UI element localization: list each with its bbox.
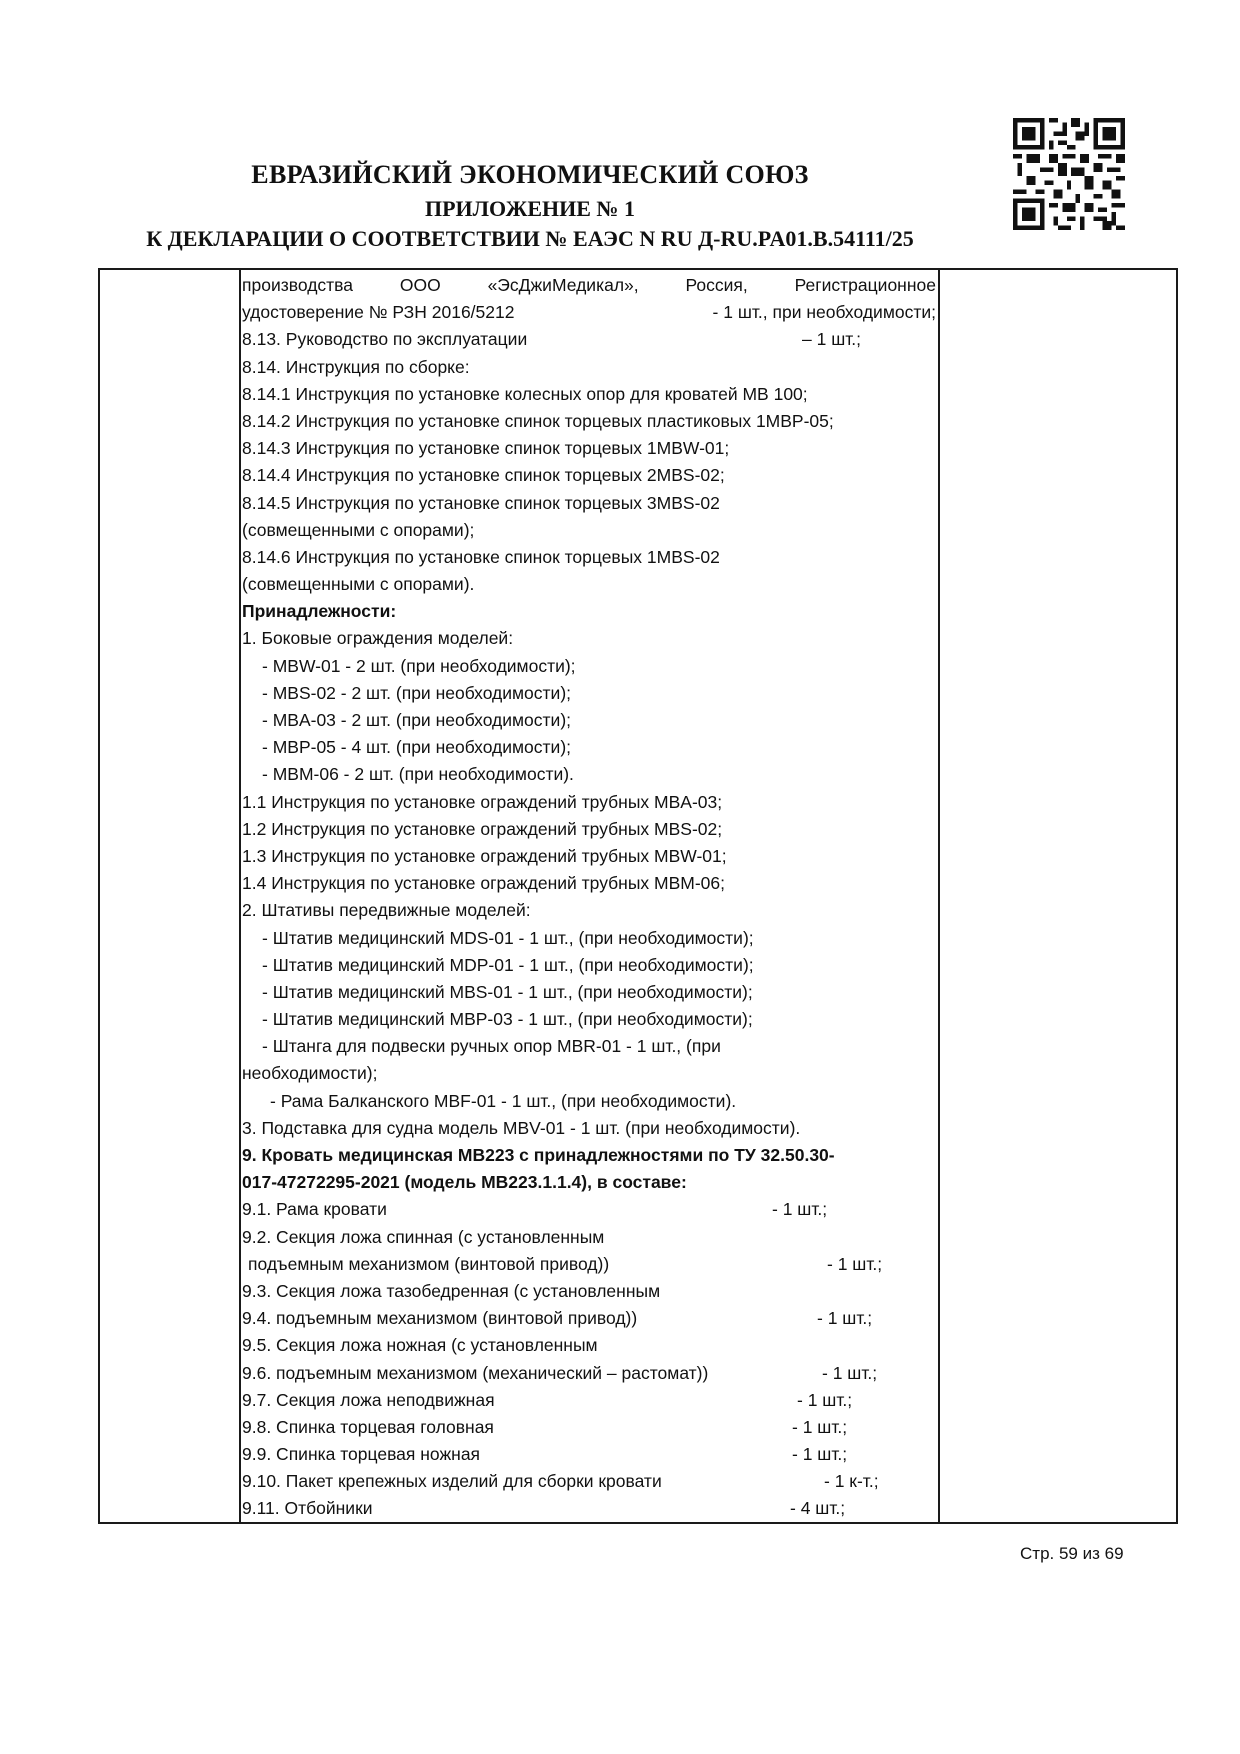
list-item: 8.13. Руководство по эксплуатации – 1 шт.; <box>242 329 862 350</box>
page-number: Стр. 59 из 69 <box>1020 1544 1124 1563</box>
list-item: 8.14.3 Инструкция по установке спинок торцевых 1MBW-01; <box>242 438 730 459</box>
list-item: 9.11. Отбойники - 4 шт.; <box>242 1498 846 1519</box>
list-item: 8.14. Инструкция по сборке: <box>242 356 470 377</box>
qr-code-icon <box>1013 118 1125 230</box>
list-item: - Штатив медицинский MBS-01 - 1 шт., (при необходимости); <box>262 981 753 1002</box>
list-item: - Рама Балканского MBF-01 - 1 шт., (при необходимости). <box>270 1090 737 1111</box>
intro-word: ООО <box>399 275 441 295</box>
list-item: 2. Штативы передвижные моделей: <box>242 900 531 921</box>
list-item: необходимости); <box>242 1063 378 1084</box>
list-item: 8.14.5 Инструкция по установке спинок торцевых 3MBS-02 <box>242 492 720 513</box>
section-heading: Принадлежности: <box>242 601 397 622</box>
list-item: - Штатив медицинский MBP-03 - 1 шт., (при необходимости); <box>262 1009 753 1030</box>
list-item: - MBA-03 - 2 шт. (при необходимости); <box>262 710 572 730</box>
appendix-title: ПРИЛОЖЕНИЕ № 1 <box>424 196 636 221</box>
list-item: - MBM-06 - 2 шт. (при необходимости). <box>262 764 574 785</box>
intro-word: «ЭсДжиМедикал», <box>487 275 639 295</box>
intro-word: производства <box>242 275 353 295</box>
intro-word: Регистрационное <box>794 275 936 295</box>
intro-line-2 <box>242 299 936 326</box>
list-item: 8.14.2 Инструкция по установке спинок торцевых пластиковых 1MBP-05; <box>242 410 834 431</box>
list-item: 017-47272295-2021 (модель MB223.1.1.4), в составе: <box>242 1172 687 1193</box>
list-item: 9.10. Пакет крепежных изделий для сборки кровати - 1 к-т.; <box>242 1471 879 1492</box>
list-item: 9.4. подъемным механизмом (винтовой привод)) - 1 шт.; <box>242 1308 873 1329</box>
column-divider-right <box>938 268 940 1524</box>
list-item: 9.9. Спинка торцевая ножная - 1 шт.; <box>242 1444 848 1465</box>
list-item: (совмещенными с опорами). <box>242 574 475 595</box>
list-item: 3. Подставка для судна модель MBV-01 - 1 шт. (при необходимости). <box>242 1117 801 1138</box>
intro-line-1 <box>242 272 936 299</box>
list-item: - Штанга для подвески ручных опор MBR-01 - 1 шт., (при <box>262 1036 721 1057</box>
list-item: 8.14.1 Инструкция по установке колесных опор для кроватей МВ 100; <box>242 383 808 404</box>
column-divider-left <box>239 268 241 1524</box>
list-item: 8.14.4 Инструкция по установке спинок торцевых 2MBS-02; <box>242 465 725 486</box>
intro-qty: - 1 шт., при необходимости; <box>712 302 936 323</box>
list-item: 1.3 Инструкция по установке ограждений трубных MBW-01; <box>242 845 727 866</box>
list-item: - Штатив медицинский MDP-01 - 1 шт., (при необходимости); <box>262 954 754 975</box>
declaration-title: К ДЕКЛАРАЦИИ О СООТВЕТСТВИИ № ЕАЭС N RU Д-RU.PA01.B.54111/25 <box>146 226 914 251</box>
list-item: 9.3. Секция ложа тазобедренная (с установленным <box>242 1280 661 1301</box>
list-item: - MBW-01 - 2 шт. (при необходимости); <box>262 655 576 676</box>
intro-text: удостоверение № РЗН 2016/5212 <box>242 302 515 323</box>
list-item: 9.2. Секция ложа спинная (с установленным <box>242 1226 605 1247</box>
list-item: (совмещенными с опорами); <box>242 519 475 540</box>
union-title: ЕВРАЗИЙСКИЙ ЭКОНОМИЧЕСКИЙ СОЮЗ <box>251 160 809 189</box>
list-item: 9.6. подъемным механизмом (механический – растомат)) - 1 шт.; <box>242 1362 878 1383</box>
list-item: - MBP-05 - 4 шт. (при необходимости); <box>262 737 572 758</box>
list-item: 1.2 Инструкция по установке ограждений трубных MBS-02; <box>242 818 723 839</box>
list-item: 1.4 Инструкция по установке ограждений трубных MBM-06; <box>242 873 726 894</box>
list-item: 1. Боковые ограждения моделей: <box>242 628 514 649</box>
composition-list <box>242 272 936 1523</box>
list-item: 9.7. Секция ложа неподвижная - 1 шт.; <box>242 1389 853 1410</box>
list-item: - Штатив медицинский MDS-01 - 1 шт., (при необходимости); <box>262 927 754 948</box>
list-item: - MBS-02 - 2 шт. (при необходимости); <box>262 682 572 703</box>
section-heading: 9. Кровать медицинская MB223 с принадлежностями по ТУ 32.50.30- <box>242 1145 835 1165</box>
list-item: 9.5. Секция ложа ножная (с установленным <box>242 1335 598 1356</box>
list-item: подъемным механизмом (винтовой привод)) - 1 шт.; <box>248 1253 883 1274</box>
list-item: 1.1 Инструкция по установке ограждений трубных MBA-03; <box>242 791 723 812</box>
list-item: 9.1. Рама кровати - 1 шт.; <box>242 1199 828 1220</box>
list-item: 8.14.6 Инструкция по установке спинок торцевых 1MBS-02 <box>242 546 720 567</box>
intro-word: Россия, <box>685 275 748 295</box>
list-item: 9.8. Спинка торцевая головная - 1 шт.; <box>242 1416 848 1437</box>
